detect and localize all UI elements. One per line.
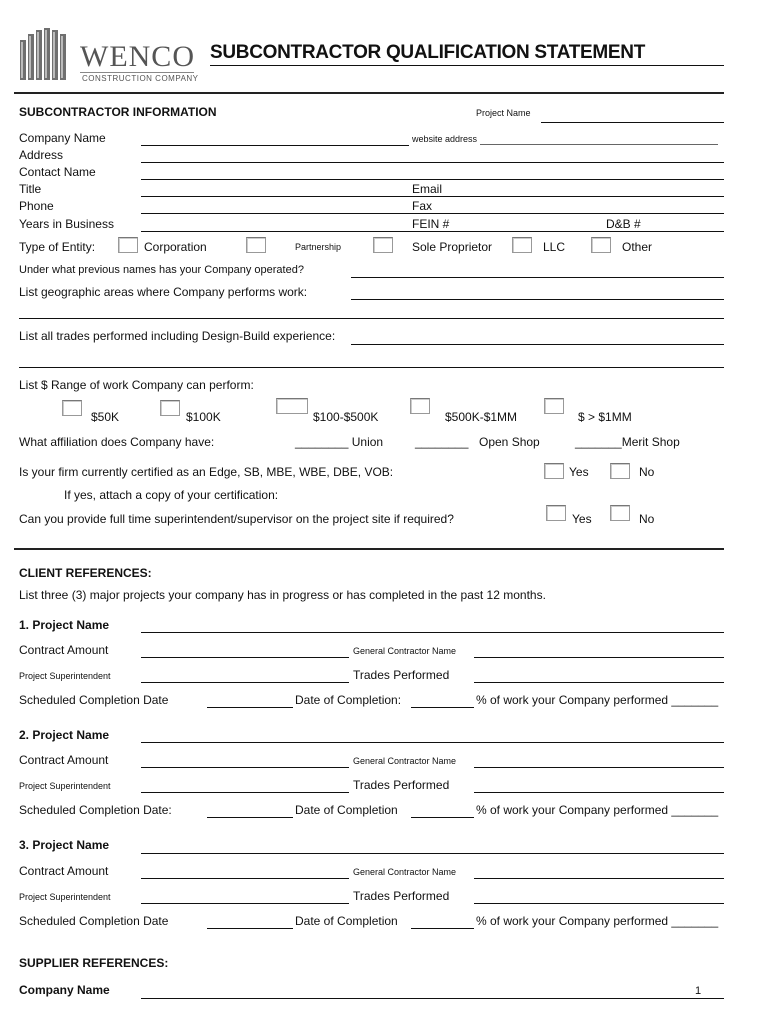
affiliation-open-shop-blank[interactable]: ________ (415, 435, 469, 449)
superintendent-yes-checkbox[interactable] (546, 505, 566, 521)
project-3-superintendent-field[interactable] (141, 903, 349, 904)
project-3-scheduled-label: Scheduled Completion Date (19, 914, 169, 928)
entity-llc-label: LLC (543, 240, 566, 254)
project-1-scheduled-label: Scheduled Completion Date (19, 693, 169, 707)
entity-corporation-label: Corporation (144, 240, 207, 254)
project-2-gc-field[interactable] (474, 767, 724, 768)
years-field[interactable] (141, 231, 724, 232)
project-1-completion-label: Date of Completion: (295, 693, 402, 707)
range-50k-label: $50K (91, 410, 120, 424)
certified-no-checkbox[interactable] (610, 463, 630, 479)
range-over-1mm-checkbox[interactable] (544, 398, 564, 414)
project-1-contract-field[interactable] (141, 657, 349, 658)
company-name-label: Company Name (19, 131, 106, 145)
certified-yes-label: Yes (569, 465, 589, 479)
entity-other-checkbox[interactable] (591, 237, 611, 253)
page-title: SUBCONTRACTOR QUALIFICATION STATEMENT (210, 42, 646, 63)
entity-llc-checkbox[interactable] (512, 237, 532, 253)
entity-sole-proprietor-label: Sole Proprietor (412, 240, 493, 254)
title-underline (210, 65, 724, 66)
project-name-field[interactable] (541, 122, 724, 123)
range-500k-1mm-checkbox[interactable] (410, 398, 430, 414)
phone-field[interactable] (141, 213, 724, 214)
project-1-gc-field[interactable] (474, 657, 724, 658)
project-1-scheduled-field[interactable] (207, 707, 293, 708)
section-rule (14, 548, 724, 550)
logo-wordmark: WENCO (80, 40, 195, 73)
certified-no-label: No (639, 465, 655, 479)
project-3-completion-label: Date of Completion (295, 914, 398, 928)
project-1-contract-label: Contract Amount (19, 643, 109, 657)
project-3-contract-field[interactable] (141, 878, 349, 879)
page-number: 1 (695, 985, 702, 997)
project-3-pct-label: % of work your Company performed _______ (476, 914, 719, 928)
project-3-completion-field[interactable] (411, 928, 474, 929)
project-2-completion-field[interactable] (411, 817, 474, 818)
website-field[interactable] (480, 144, 718, 145)
email-label: Email (412, 182, 443, 196)
trades-field-2[interactable] (19, 367, 724, 368)
project-3-scheduled-field[interactable] (207, 928, 293, 929)
project-2-name-field[interactable] (141, 742, 724, 743)
attach-cert-label: If yes, attach a copy of your certification: (64, 488, 279, 502)
project-1-name-field[interactable] (141, 632, 724, 633)
affiliation-label: What affiliation does Company have: (19, 435, 215, 449)
project-2-scheduled-field[interactable] (207, 817, 293, 818)
logo-tagline: CONSTRUCTION COMPANY (82, 74, 199, 83)
supplier-company-name-label: Company Name (19, 983, 110, 997)
project-3-title: 3. Project Name (19, 838, 110, 852)
superintendent-yes-label: Yes (572, 512, 592, 526)
project-3-trades-field[interactable] (474, 903, 724, 904)
trades-field-1[interactable] (351, 344, 724, 345)
entity-other-label: Other (622, 240, 653, 254)
title-field[interactable] (141, 196, 724, 197)
company-name-field[interactable] (141, 145, 409, 146)
project-2-pct-label: % of work your Company performed _______ (476, 803, 719, 817)
section-heading-clients: CLIENT REFERENCES: (19, 566, 152, 580)
geographic-field-2[interactable] (19, 318, 724, 319)
superintendent-no-label: No (639, 512, 655, 526)
project-1-pct-label: % of work your Company performed _______ (476, 693, 719, 707)
entity-corporation-checkbox[interactable] (118, 237, 138, 253)
geographic-label: List geographic areas where Company performs work: (19, 285, 308, 299)
project-3-trades-label: Trades Performed (353, 889, 450, 903)
affiliation-union[interactable]: ________ Union (295, 435, 384, 449)
project-1-trades-label: Trades Performed (353, 668, 450, 682)
project-2-title: 2. Project Name (19, 728, 110, 742)
website-label: website address (412, 134, 478, 144)
previous-names-label: Under what previous names has your Company operated? (19, 264, 304, 276)
range-500k-1mm-label: $500K-$1MM (445, 410, 518, 424)
geographic-field-1[interactable] (351, 299, 724, 300)
project-2-gc-label: General Contractor Name (353, 756, 457, 766)
superintendent-question: Can you provide full time superintendent/supervisor on the project site if required? (19, 512, 454, 526)
project-1-superintendent-label: Project Superintendent (19, 671, 111, 681)
project-1-gc-label: General Contractor Name (353, 646, 457, 656)
title-label: Title (19, 182, 42, 196)
contact-name-field[interactable] (141, 179, 724, 180)
project-2-scheduled-label: Scheduled Completion Date: (19, 803, 172, 817)
address-label: Address (19, 148, 64, 162)
range-50k-checkbox[interactable] (62, 400, 82, 416)
header-rule (14, 92, 724, 94)
project-3-gc-label: General Contractor Name (353, 867, 457, 877)
range-label: List $ Range of work Company can perform: (19, 378, 254, 392)
project-2-trades-field[interactable] (474, 792, 724, 793)
address-field[interactable] (141, 162, 724, 163)
entity-sole-proprietor-checkbox[interactable] (373, 237, 393, 253)
previous-names-field[interactable] (351, 277, 724, 278)
project-2-trades-label: Trades Performed (353, 778, 450, 792)
supplier-company-name-field[interactable] (141, 998, 724, 999)
project-1-completion-field[interactable] (411, 707, 474, 708)
project-2-contract-label: Contract Amount (19, 753, 109, 767)
trades-label: List all trades performed including Design-Build experience: (19, 329, 336, 343)
project-3-name-field[interactable] (141, 853, 724, 854)
fax-label: Fax (412, 199, 433, 213)
company-logo (20, 26, 199, 86)
project-2-completion-label: Date of Completion (295, 803, 398, 817)
project-1-trades-field[interactable] (474, 682, 724, 683)
certified-yes-checkbox[interactable] (544, 463, 564, 479)
range-100-500k-checkbox[interactable] (276, 398, 308, 414)
range-100-500k-label: $100-$500K (313, 410, 379, 424)
certified-label: Is your firm currently certified as an Edge, SB, MBE, WBE, DBE, VOB: (19, 465, 394, 479)
section-heading-suppliers: SUPPLIER REFERENCES: (19, 956, 169, 970)
entity-label: Type of Entity: (19, 240, 96, 254)
project-3-superintendent-label: Project Superintendent (19, 892, 111, 902)
fein-label: FEIN # (412, 217, 450, 231)
building-columns-icon (20, 26, 72, 80)
section-heading-subcontractor: SUBCONTRACTOR INFORMATION (19, 105, 217, 119)
project-3-gc-field[interactable] (474, 878, 724, 879)
project-2-superintendent-field[interactable] (141, 792, 349, 793)
contact-name-label: Contact Name (19, 165, 96, 179)
range-100k-checkbox[interactable] (160, 400, 180, 416)
phone-label: Phone (19, 199, 54, 213)
project-3-contract-label: Contract Amount (19, 864, 109, 878)
affiliation-merit-shop[interactable]: _______Merit Shop (575, 435, 680, 449)
range-over-1mm-label: $ > $1MM (578, 410, 632, 424)
project-1-title: 1. Project Name (19, 618, 110, 632)
years-label: Years in Business (19, 217, 114, 231)
clients-intro: List three (3) major projects your company has in progress or has completed in the past 12 months. (19, 588, 546, 602)
range-100k-label: $100K (186, 410, 221, 424)
entity-partnership-label: Partnership (295, 242, 342, 252)
logo-divider (80, 72, 194, 73)
affiliation-open-shop: Open Shop (479, 435, 540, 449)
entity-partnership-checkbox[interactable] (246, 237, 266, 253)
project-2-contract-field[interactable] (141, 767, 349, 768)
superintendent-no-checkbox[interactable] (610, 505, 630, 521)
project-name-label: Project Name (476, 108, 531, 118)
project-1-superintendent-field[interactable] (141, 682, 349, 683)
project-2-superintendent-label: Project Superintendent (19, 781, 111, 791)
dnb-label: D&B # (606, 217, 641, 231)
